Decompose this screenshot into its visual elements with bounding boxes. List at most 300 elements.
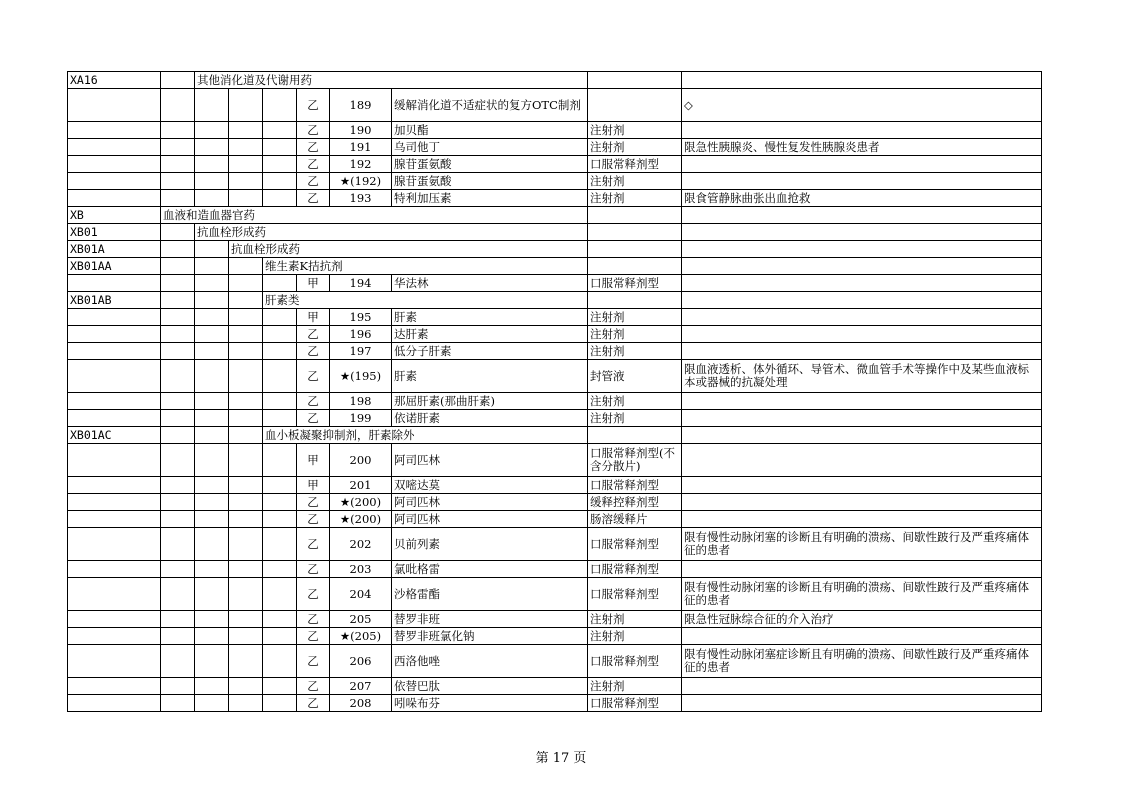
empty-cell — [195, 678, 229, 695]
dosage-form: 注射剂 — [588, 628, 682, 645]
empty-cell — [161, 528, 195, 561]
empty-cell — [161, 292, 195, 309]
remark-cell — [682, 72, 1042, 89]
empty-cell — [263, 326, 297, 343]
drug-row — [68, 190, 1042, 207]
class-code — [68, 190, 161, 207]
empty-cell — [263, 695, 297, 712]
empty-cell — [161, 695, 195, 712]
class-label: 肝素类 — [263, 292, 588, 309]
drug-number: ★(192) — [330, 173, 392, 190]
empty-cell — [263, 444, 297, 477]
dosage-form: 注射剂 — [588, 611, 682, 628]
category-cell: 甲 — [297, 275, 330, 292]
category-cell: 乙 — [297, 139, 330, 156]
remark — [682, 275, 1042, 292]
drug-name: 西洛他唑 — [392, 645, 588, 678]
class-code — [68, 393, 161, 410]
remark — [682, 309, 1042, 326]
category-cell: 乙 — [297, 695, 330, 712]
remark — [682, 444, 1042, 477]
empty-cell — [161, 258, 195, 275]
drug-name: 替罗非班 — [392, 611, 588, 628]
empty-cell — [263, 275, 297, 292]
dosage-form: 注射剂 — [588, 139, 682, 156]
empty-cell — [263, 645, 297, 678]
drug-name: 阿司匹林 — [392, 511, 588, 528]
empty-cell — [195, 258, 229, 275]
classification-row — [68, 258, 1042, 275]
class-code — [68, 528, 161, 561]
drug-name: 阿司匹林 — [392, 444, 588, 477]
remark-cell — [682, 207, 1042, 224]
category-cell: 乙 — [297, 343, 330, 360]
empty-cell — [229, 156, 263, 173]
class-code — [68, 678, 161, 695]
class-code: XB01AB — [68, 292, 161, 309]
class-code — [68, 139, 161, 156]
drug-row — [68, 122, 1042, 139]
empty-cell — [263, 611, 297, 628]
empty-cell — [161, 139, 195, 156]
drug-number: ★(195) — [330, 360, 392, 393]
remark: 限有慢性动脉闭塞的诊断且有明确的溃疡、间歇性跛行及严重疼痛体征的患者 — [682, 578, 1042, 611]
classification-row — [68, 72, 1042, 89]
empty-cell — [195, 275, 229, 292]
drug-number: 190 — [330, 122, 392, 139]
class-code: XB01AA — [68, 258, 161, 275]
category-cell: 乙 — [297, 89, 330, 122]
empty-cell — [161, 511, 195, 528]
dosage-form: 口服常释剂型 — [588, 561, 682, 578]
empty-cell — [195, 410, 229, 427]
drug-row — [68, 511, 1042, 528]
category-cell: 乙 — [297, 393, 330, 410]
dosage-form: 口服常释剂型 — [588, 477, 682, 494]
empty-cell — [263, 528, 297, 561]
class-code — [68, 156, 161, 173]
drug-number: ★(205) — [330, 628, 392, 645]
empty-cell — [161, 444, 195, 477]
drug-row — [68, 275, 1042, 292]
drug-row — [68, 156, 1042, 173]
empty-cell — [195, 241, 229, 258]
drug-row — [68, 561, 1042, 578]
drug-row — [68, 528, 1042, 561]
empty-cell — [263, 309, 297, 326]
class-label: 血小板凝聚抑制剂，肝素除外 — [263, 427, 588, 444]
empty-cell — [229, 511, 263, 528]
class-code — [68, 326, 161, 343]
dosage-form: 注射剂 — [588, 122, 682, 139]
empty-cell — [195, 561, 229, 578]
drug-number: 194 — [330, 275, 392, 292]
class-code — [68, 89, 161, 122]
dosage-form: 封管液 — [588, 360, 682, 393]
dosage-form: 注射剂 — [588, 678, 682, 695]
category-cell: 乙 — [297, 561, 330, 578]
drug-name: 腺苷蛋氨酸 — [392, 156, 588, 173]
remark: 限有慢性动脉闭塞的诊断且有明确的溃疡、间歇性跛行及严重疼痛体征的患者 — [682, 528, 1042, 561]
drug-name: 华法林 — [392, 275, 588, 292]
empty-cell — [161, 645, 195, 678]
empty-cell — [161, 156, 195, 173]
remark: 限有慢性动脉闭塞症诊断且有明确的溃疡、间歇性跛行及严重疼痛体征的患者 — [682, 645, 1042, 678]
dosage-form: 口服常释剂型 — [588, 528, 682, 561]
category-cell: 乙 — [297, 511, 330, 528]
class-code — [68, 275, 161, 292]
dosage-form-cell — [588, 224, 682, 241]
empty-cell — [229, 628, 263, 645]
drug-number: 200 — [330, 444, 392, 477]
drug-name: 沙格雷酯 — [392, 578, 588, 611]
class-code — [68, 477, 161, 494]
empty-cell — [195, 326, 229, 343]
remark-cell — [682, 224, 1042, 241]
remark: 限血液透析、体外循环、导管术、微血管手术等操作中及某些血液标本或器械的抗凝处理 — [682, 360, 1042, 393]
remark-cell — [682, 258, 1042, 275]
dosage-form: 肠溶缓释片 — [588, 511, 682, 528]
category-cell: 乙 — [297, 528, 330, 561]
empty-cell — [161, 628, 195, 645]
drug-name: 乌司他丁 — [392, 139, 588, 156]
empty-cell — [263, 678, 297, 695]
page-number: 第 17 页 — [535, 751, 587, 766]
empty-cell — [229, 122, 263, 139]
classification-row — [68, 241, 1042, 258]
empty-cell — [161, 611, 195, 628]
drug-name: 加贝酯 — [392, 122, 588, 139]
drug-number: 193 — [330, 190, 392, 207]
drug-number: 205 — [330, 611, 392, 628]
category-cell: 甲 — [297, 477, 330, 494]
drug-catalog-table — [67, 71, 1042, 712]
empty-cell — [161, 494, 195, 511]
empty-cell — [263, 477, 297, 494]
class-code — [68, 122, 161, 139]
drug-row — [68, 444, 1042, 477]
class-code: XA16 — [68, 72, 161, 89]
empty-cell — [195, 156, 229, 173]
drug-row — [68, 628, 1042, 645]
drug-name: 达肝素 — [392, 326, 588, 343]
empty-cell — [229, 528, 263, 561]
class-code — [68, 173, 161, 190]
remark — [682, 410, 1042, 427]
empty-cell — [195, 578, 229, 611]
empty-cell — [229, 611, 263, 628]
empty-cell — [263, 190, 297, 207]
empty-cell — [161, 427, 195, 444]
remark — [682, 628, 1042, 645]
class-code — [68, 611, 161, 628]
remark — [682, 561, 1042, 578]
remark — [682, 326, 1042, 343]
class-code: XB01 — [68, 224, 161, 241]
remark: 限急性冠脉综合征的介入治疗 — [682, 611, 1042, 628]
remark-cell — [682, 427, 1042, 444]
empty-cell — [263, 410, 297, 427]
empty-cell — [161, 561, 195, 578]
drug-row — [68, 89, 1042, 122]
empty-cell — [195, 628, 229, 645]
drug-name: 依诺肝素 — [392, 410, 588, 427]
drug-row — [68, 360, 1042, 393]
empty-cell — [229, 494, 263, 511]
drug-name: 贝前列素 — [392, 528, 588, 561]
class-code: XB01A — [68, 241, 161, 258]
empty-cell — [161, 343, 195, 360]
empty-cell — [195, 494, 229, 511]
empty-cell — [229, 427, 263, 444]
empty-cell — [229, 360, 263, 393]
empty-cell — [263, 122, 297, 139]
empty-cell — [263, 139, 297, 156]
drug-row — [68, 494, 1042, 511]
class-label: 抗血栓形成药 — [229, 241, 588, 258]
class-code — [68, 645, 161, 678]
drug-row — [68, 611, 1042, 628]
class-code — [68, 360, 161, 393]
class-code — [68, 309, 161, 326]
category-cell: 乙 — [297, 645, 330, 678]
drug-number: 195 — [330, 309, 392, 326]
remark — [682, 122, 1042, 139]
category-cell: 乙 — [297, 326, 330, 343]
empty-cell — [161, 89, 195, 122]
drug-number: 196 — [330, 326, 392, 343]
empty-cell — [161, 309, 195, 326]
class-code — [68, 628, 161, 645]
category-cell: 乙 — [297, 410, 330, 427]
category-cell: 乙 — [297, 578, 330, 611]
class-label: 其他消化道及代谢用药 — [195, 72, 588, 89]
dosage-form-cell — [588, 241, 682, 258]
drug-name: 双嘧达莫 — [392, 477, 588, 494]
classification-row — [68, 207, 1042, 224]
drug-row — [68, 695, 1042, 712]
remark — [682, 477, 1042, 494]
dosage-form: 口服常释剂型 — [588, 578, 682, 611]
empty-cell — [263, 393, 297, 410]
empty-cell — [195, 444, 229, 477]
class-code — [68, 343, 161, 360]
remark — [682, 494, 1042, 511]
dosage-form: 口服常释剂型 — [588, 275, 682, 292]
empty-cell — [229, 275, 263, 292]
remark — [682, 695, 1042, 712]
dosage-form-cell — [588, 72, 682, 89]
drug-name: 肝素 — [392, 360, 588, 393]
drug-name: 依替巴肽 — [392, 678, 588, 695]
drug-row — [68, 578, 1042, 611]
empty-cell — [161, 72, 195, 89]
dosage-form: 注射剂 — [588, 190, 682, 207]
empty-cell — [229, 139, 263, 156]
category-cell: 乙 — [297, 628, 330, 645]
dosage-form: 注射剂 — [588, 393, 682, 410]
empty-cell — [263, 156, 297, 173]
remark: 限食管静脉曲张出血抢救 — [682, 190, 1042, 207]
empty-cell — [195, 292, 229, 309]
class-code — [68, 578, 161, 611]
empty-cell — [161, 275, 195, 292]
empty-cell — [161, 190, 195, 207]
empty-cell — [229, 578, 263, 611]
drug-row — [68, 393, 1042, 410]
empty-cell — [263, 561, 297, 578]
category-cell: 乙 — [297, 173, 330, 190]
drug-number: 201 — [330, 477, 392, 494]
empty-cell — [161, 241, 195, 258]
empty-cell — [229, 326, 263, 343]
dosage-form: 口服常释剂型 — [588, 645, 682, 678]
drug-number: 203 — [330, 561, 392, 578]
category-cell: 甲 — [297, 309, 330, 326]
drug-number: 208 — [330, 695, 392, 712]
empty-cell — [195, 190, 229, 207]
drug-row — [68, 343, 1042, 360]
empty-cell — [229, 343, 263, 360]
drug-number: 204 — [330, 578, 392, 611]
empty-cell — [195, 695, 229, 712]
drug-name: 肝素 — [392, 309, 588, 326]
empty-cell — [195, 309, 229, 326]
drug-row — [68, 309, 1042, 326]
remark: ◇ — [682, 89, 1042, 122]
drug-row — [68, 645, 1042, 678]
empty-cell — [229, 444, 263, 477]
empty-cell — [161, 224, 195, 241]
dosage-form-cell — [588, 258, 682, 275]
drug-number: 199 — [330, 410, 392, 427]
class-code — [68, 444, 161, 477]
empty-cell — [229, 292, 263, 309]
empty-cell — [263, 628, 297, 645]
remark — [682, 511, 1042, 528]
category-cell: 乙 — [297, 190, 330, 207]
drug-number: ★(200) — [330, 494, 392, 511]
empty-cell — [229, 258, 263, 275]
empty-cell — [195, 477, 229, 494]
dosage-form: 口服常释剂型 — [588, 156, 682, 173]
class-code — [68, 695, 161, 712]
remark-cell — [682, 241, 1042, 258]
empty-cell — [161, 477, 195, 494]
drug-number: 198 — [330, 393, 392, 410]
drug-number: 189 — [330, 89, 392, 122]
dosage-form — [588, 89, 682, 122]
dosage-form: 注射剂 — [588, 326, 682, 343]
drug-row — [68, 173, 1042, 190]
dosage-form: 注射剂 — [588, 410, 682, 427]
empty-cell — [229, 561, 263, 578]
remark: 限急性胰腺炎、慢性复发性胰腺炎患者 — [682, 139, 1042, 156]
category-cell: 乙 — [297, 156, 330, 173]
empty-cell — [195, 89, 229, 122]
empty-cell — [263, 343, 297, 360]
empty-cell — [161, 122, 195, 139]
empty-cell — [263, 89, 297, 122]
empty-cell — [229, 393, 263, 410]
dosage-form: 注射剂 — [588, 173, 682, 190]
remark — [682, 343, 1042, 360]
empty-cell — [161, 326, 195, 343]
remark-cell — [682, 292, 1042, 309]
remark — [682, 173, 1042, 190]
empty-cell — [229, 695, 263, 712]
empty-cell — [195, 360, 229, 393]
category-cell: 乙 — [297, 360, 330, 393]
empty-cell — [195, 122, 229, 139]
remark — [682, 393, 1042, 410]
drug-row — [68, 410, 1042, 427]
drug-number: ★(200) — [330, 511, 392, 528]
drug-name: 腺苷蛋氨酸 — [392, 173, 588, 190]
category-cell: 乙 — [297, 678, 330, 695]
class-code: XB — [68, 207, 161, 224]
dosage-form-cell — [588, 427, 682, 444]
empty-cell — [195, 173, 229, 190]
empty-cell — [263, 494, 297, 511]
empty-cell — [229, 309, 263, 326]
empty-cell — [161, 678, 195, 695]
class-code — [68, 410, 161, 427]
drug-name: 那屈肝素(那曲肝素) — [392, 393, 588, 410]
classification-row — [68, 224, 1042, 241]
drug-row — [68, 326, 1042, 343]
drug-number: 202 — [330, 528, 392, 561]
empty-cell — [195, 528, 229, 561]
dosage-form-cell — [588, 207, 682, 224]
class-code — [68, 561, 161, 578]
empty-cell — [263, 578, 297, 611]
drug-number: 191 — [330, 139, 392, 156]
category-cell: 乙 — [297, 494, 330, 511]
remark — [682, 678, 1042, 695]
drug-name: 低分子肝素 — [392, 343, 588, 360]
class-code — [68, 511, 161, 528]
remark — [682, 156, 1042, 173]
empty-cell — [229, 678, 263, 695]
empty-cell — [229, 645, 263, 678]
dosage-form: 缓释控释剂型 — [588, 494, 682, 511]
class-code — [68, 494, 161, 511]
empty-cell — [195, 393, 229, 410]
empty-cell — [229, 89, 263, 122]
drug-name: 吲哚布芬 — [392, 695, 588, 712]
drug-name: 氯吡格雷 — [392, 561, 588, 578]
class-label: 维生素K拮抗剂 — [263, 258, 588, 275]
dosage-form-cell — [588, 292, 682, 309]
empty-cell — [263, 360, 297, 393]
empty-cell — [263, 511, 297, 528]
empty-cell — [195, 427, 229, 444]
empty-cell — [161, 360, 195, 393]
drug-number: 192 — [330, 156, 392, 173]
empty-cell — [229, 173, 263, 190]
empty-cell — [195, 343, 229, 360]
empty-cell — [229, 410, 263, 427]
empty-cell — [195, 511, 229, 528]
drug-name: 特利加压素 — [392, 190, 588, 207]
class-label: 抗血栓形成药 — [195, 224, 588, 241]
category-cell: 乙 — [297, 611, 330, 628]
dosage-form: 口服常释剂型 — [588, 695, 682, 712]
category-cell: 甲 — [297, 444, 330, 477]
drug-number: 207 — [330, 678, 392, 695]
drug-number: 197 — [330, 343, 392, 360]
